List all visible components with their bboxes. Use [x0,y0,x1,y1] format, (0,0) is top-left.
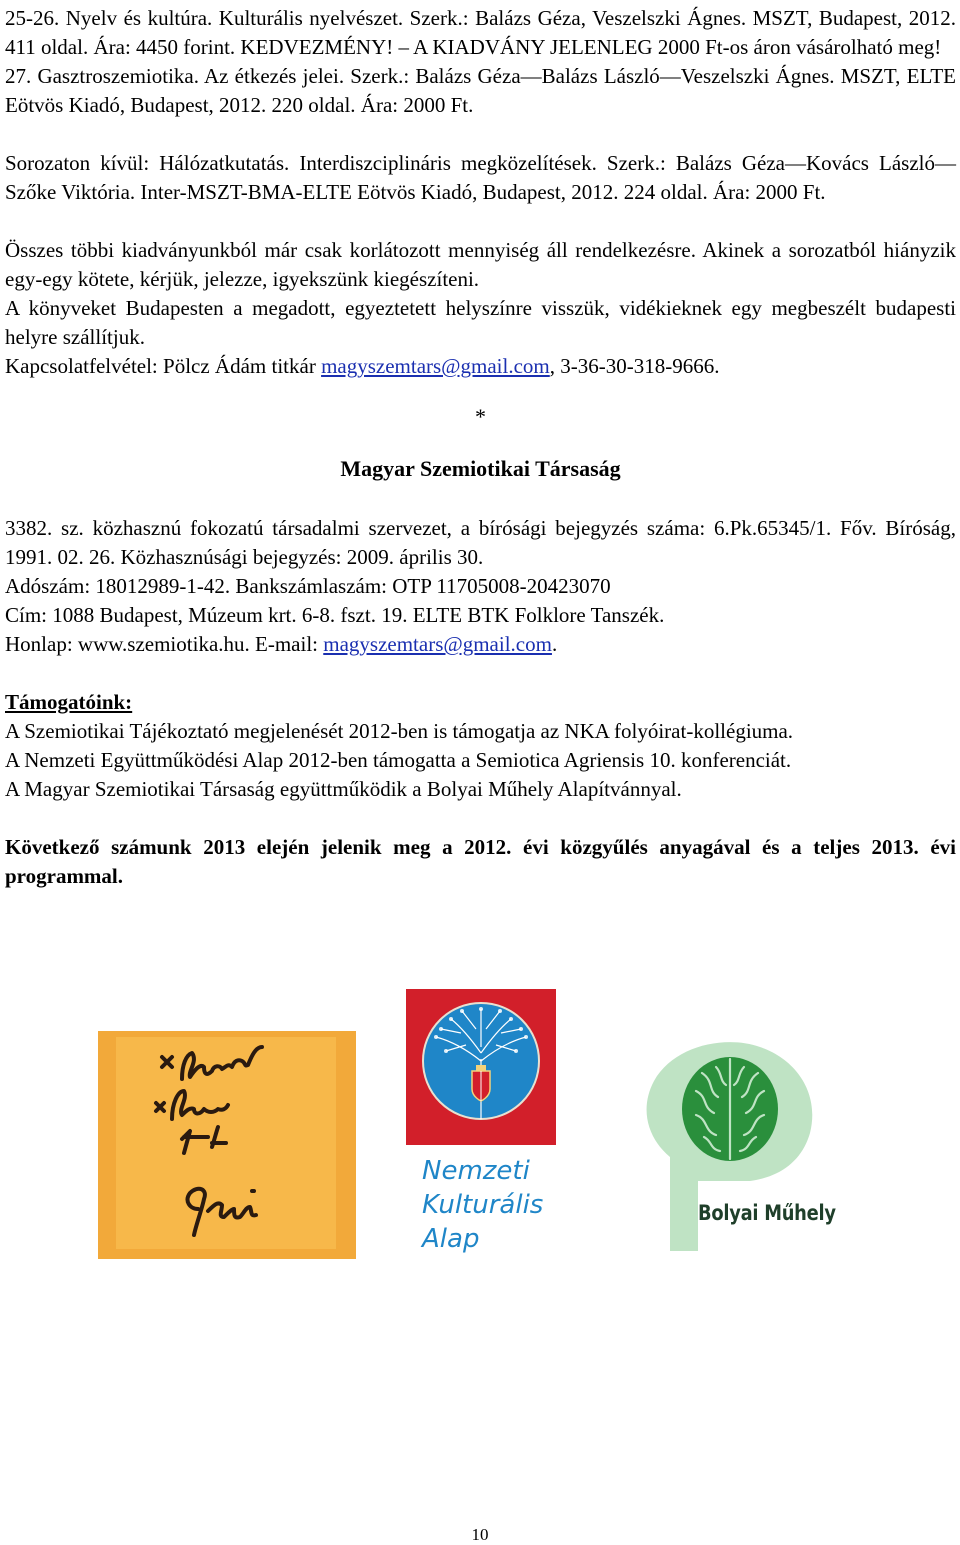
document-page [5,4,956,891]
nka-logo [406,989,556,1254]
contact-prefix: Kapcsolatfelvétel: Pölcz Ádám titkár [5,354,322,378]
signature-logo [98,1031,356,1259]
contact-suffix: , 3-36-30-318-9666. [549,354,720,378]
supporter-line-1: A Szemiotikai Tájékoztató megjelenését 2012-ben is támogatja az NKA folyóirat-kollégiuma. [5,719,794,743]
publication-item-25-26: 25-26. Nyelv és kultúra. Kulturális nyelvészet. Szerk.: Balázs Géza, Veszelszki Ágnes. MSZT, Budapest, 2012. 411 oldal. Ára: 4450 forint. KEDVEZMÉNY! – A KIADVÁNY JELENLEG 2000 Ft-os áron vásárolható meg! [5,6,956,59]
nka-text-line-2: Kulturális [422,1190,544,1220]
society-email-link[interactable]: magyszemtars@gmail.com [323,632,552,656]
supporter-line-2: A Nemzeti Együttműködési Alap 2012-ben támogatta a Semiotica Agriensis 10. konferenciát. [5,748,792,772]
society-name: Magyar Szemiotikai Társaság [340,456,621,481]
society-tax: Adószám: 18012989-1-42. Bankszámlaszám: OTP 11705008-20423070 [5,574,611,598]
web-prefix: Honlap: www.szemiotika.hu. E-mail: [5,632,324,656]
bolyai-muhely-logo [630,1037,850,1257]
society-registration: 3382. sz. közhasznú fokozatú társadalmi szervezet, a bírósági bejegyzés száma: 6.Pk.65345/1. Főv. Bíróság, 1991. 02. 26. Közhasznúsági bejegyzés: 2009. április 30. [5,516,956,569]
bolyai-logo-text: Bolyai Műhely [698,1201,836,1225]
delivery-text: A könyveket Budapesten a megadott, egyeztetett helyszínre visszük, vidékieknek egy megbeszélt budapesti helyre szállítjuk. [5,296,956,349]
nka-text-line-3: Alap [422,1224,480,1254]
supporter-line-3: A Magyar Szemiotikai Társaság együttműködik a Bolyai Műhely Alapítvánnyal. [5,777,682,801]
publication-item-27: 27. Gasztroszemiotika. Az étkezés jelei. Szerk.: Balázs Géza—Balázs László—Veszelszki Ágnes. MSZT, ELTE Eötvös Kiadó, Budapest, 2012. 220 oldal. Ára: 2000 Ft. [5,64,956,117]
next-issue-text: Következő számunk 2013 elején jelenik meg a 2012. évi közgyűlés anyagával és a teljes 2013. évi programmal. [5,835,956,888]
supporters-heading: Támogatóink: [5,690,133,714]
sponsor-logos [0,985,960,1285]
society-web [5,630,956,659]
nka-tree-emblem [406,989,556,1145]
publication-outside-series: Sorozaton kívül: Hálózatkutatás. Interdiszciplináris megközelítések. Szerk.: Balázs Géza—Kovács László—Szőke Viktória. Inter-MSZT-BMA-ELTE Eötvös Kiadó, Budapest, 2012. 224 oldal. Ára: 2000 Ft. [5,151,956,204]
contact-line [5,352,956,381]
web-suffix: . [551,632,558,656]
society-address: Cím: 1088 Budapest, Múzeum krt. 6-8. fszt. 19. ELTE BTK Folklore Tanszék. [5,603,665,627]
nka-text-line-1: Nemzeti [422,1156,530,1186]
page-number: 10 [471,1525,489,1544]
separator-asterisk: * [475,404,486,429]
contact-email-link[interactable]: magyszemtars@gmail.com [321,354,550,378]
availability-text: Összes többi kiadványunkból már csak korlátozott mennyiség áll rendelkezésre. Akinek a sorozatból hiányzik egy-egy kötete, kérjük, jelezze, igyekszünk kiegészíteni. [5,238,956,291]
